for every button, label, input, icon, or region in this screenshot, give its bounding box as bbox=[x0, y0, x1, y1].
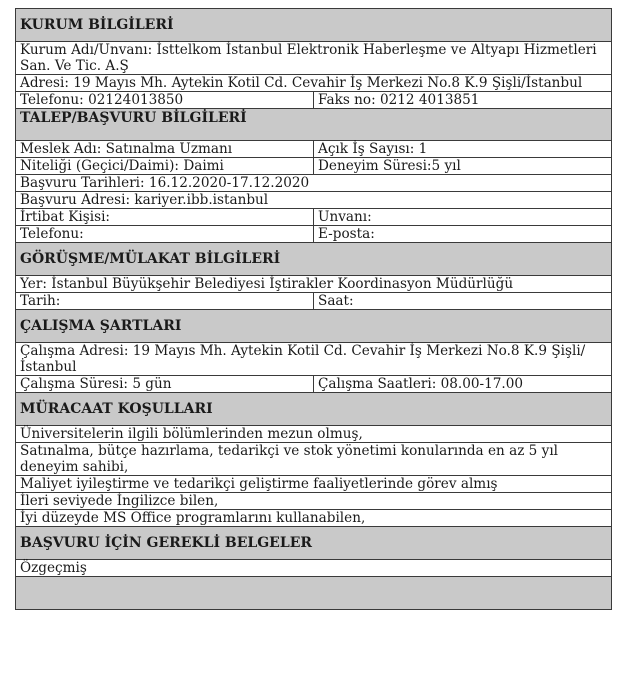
work-address: Çalışma Adresi: 19 Mayıs Mh. Aytekin Kotil Cd. Cevahir İş Merkezi No.8 K.9 Şişli/İstanbul bbox=[16, 343, 612, 376]
institution-name: Kurum Adı/Unvanı: İsttelkom İstanbul Elektronik Haberleşme ve Altyapı Hizmetleri San. Ve Tic. A.Ş bbox=[16, 42, 612, 75]
requirement-item: İleri seviyede İngilizce bilen, bbox=[16, 493, 612, 510]
interview-time: Saat: bbox=[314, 293, 612, 310]
interview-place: Yer: İstanbul Büyükşehir Belediyesi İştirakler Koordinasyon Müdürlüğü bbox=[16, 276, 612, 293]
section-header-gorusme: GÖRÜŞME/MÜLAKAT BİLGİLERİ bbox=[16, 243, 612, 276]
section-header-calisma: ÇALIŞMA ŞARTLARI bbox=[16, 310, 612, 343]
contact-title: Unvanı: bbox=[314, 209, 612, 226]
occupation-name: Meslek Adı: Satınalma Uzmanı bbox=[16, 141, 314, 158]
work-hours: Çalışma Saatleri: 08.00-17.00 bbox=[314, 376, 612, 393]
institution-address: Adresi: 19 Mayıs Mh. Aytekin Kotil Cd. Cevahir İş Merkezi No.8 K.9 Şişli/İstanbul bbox=[16, 75, 612, 92]
application-dates: Başvuru Tarihleri: 16.12.2020-17.12.2020 bbox=[16, 175, 612, 192]
interview-date: Tarih: bbox=[16, 293, 314, 310]
section-header-kurum: KURUM BİLGİLERİ bbox=[16, 9, 612, 42]
requirement-item: Maliyet iyileştirme ve tedarikçi geliştirme faaliyetlerinde görev almış bbox=[16, 476, 612, 493]
requirement-item: İyi düzeyde MS Office programlarını kullanabilen, bbox=[16, 510, 612, 527]
section-header-belgeler: BAŞVURU İÇİN GEREKLİ BELGELER bbox=[16, 527, 612, 560]
section-header-talep: TALEP/BAŞVURU BİLGİLERİ bbox=[16, 109, 612, 141]
contact-email: E-posta: bbox=[314, 226, 612, 243]
section-header-cutoff bbox=[16, 577, 612, 610]
contact-person: İrtibat Kişisi: bbox=[16, 209, 314, 226]
experience-duration: Deneyim Süresi:5 yıl bbox=[314, 158, 612, 175]
job-posting-form bbox=[15, 8, 611, 610]
work-duration: Çalışma Süresi: 5 gün bbox=[16, 376, 314, 393]
contact-phone: Telefonu: bbox=[16, 226, 314, 243]
application-address: Başvuru Adresi: kariyer.ibb.istanbul bbox=[16, 192, 612, 209]
document-item: Özgeçmiş bbox=[16, 560, 612, 577]
job-posting-table bbox=[15, 8, 612, 610]
section-header-muracaat: MÜRACAAT KOŞULLARI bbox=[16, 393, 612, 426]
requirement-item: Satınalma, bütçe hazırlama, tedarikçi ve stok yönetimi konularında en az 5 yıl deneyim sahibi, bbox=[16, 443, 612, 476]
open-positions: Açık İş Sayısı: 1 bbox=[314, 141, 612, 158]
requirement-item: Üniversitelerin ilgili bölümlerinden mezun olmuş, bbox=[16, 426, 612, 443]
institution-fax: Faks no: 0212 4013851 bbox=[314, 92, 612, 109]
institution-phone: Telefonu: 02124013850 bbox=[16, 92, 314, 109]
job-nature: Niteliği (Geçici/Daimi): Daimi bbox=[16, 158, 314, 175]
